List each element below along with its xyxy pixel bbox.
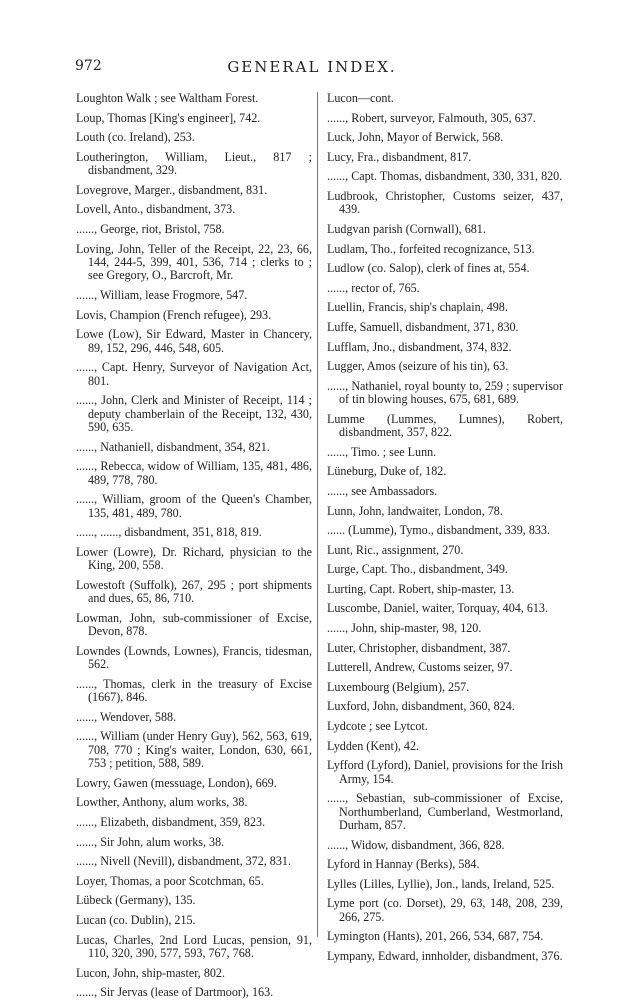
index-entry: ......, William, lease Frogmore, 547. xyxy=(76,287,248,302)
index-entry: ......, Timo. ; see Lunn. xyxy=(327,444,437,459)
column-divider xyxy=(317,92,318,937)
index-entry: Ludbrook, Christopher, Customs seizer, 437, 439. xyxy=(327,188,563,217)
index-entry: ...... (Lumme), Tymo., disbandment, 339, 833. xyxy=(327,523,550,538)
index-entry: Lugger, Amos (seizure of his tin), 63. xyxy=(327,359,509,374)
index-entry: Luxford, John, disbandment, 360, 824. xyxy=(327,699,515,714)
index-entry: Lyford in Hannay (Berks), 584. xyxy=(327,857,480,872)
index-entry: ......, Sir John, alum works, 38. xyxy=(76,834,225,849)
index-entry: ......, Elizabeth, disbandment, 359, 823. xyxy=(76,814,266,829)
index-entry: Lowman, John, sub-commissioner of Excise, Devon, 878. xyxy=(76,610,312,639)
page-header xyxy=(0,58,624,78)
page-title: GENERAL INDEX. xyxy=(227,58,397,76)
index-entry: Lydcote ; see Lytcot. xyxy=(327,719,428,734)
index-entry: Lovegrove, Marger., disbandment, 831. xyxy=(76,182,268,197)
index-entry: Luffe, Samuell, disbandment, 371, 830. xyxy=(327,319,519,334)
index-entry: Luellin, Francis, ship's chaplain, 498. xyxy=(327,300,508,315)
index-entry: Ludlam, Tho., forfeited recognizance, 513. xyxy=(327,241,535,256)
index-entry: Lurge, Capt. Tho., disbandment, 349. xyxy=(327,562,508,577)
index-entry: Loving, John, Teller of the Receipt, 22, 23, 66, 144, 244-5, 399, 401, 536, 714 ; clerks to ; see Gregory, O., Barcroft, Mr. xyxy=(76,241,312,283)
index-entry: ......, John, ship-master, 98, 120. xyxy=(327,621,482,636)
index-entry: Lyfford (Lyford), Daniel, provisions for the Irish Army, 154. xyxy=(327,758,563,786)
index-entry: Lüneburg, Duke of, 182. xyxy=(327,464,447,479)
index-entry: ......, Sebastian, sub-commissioner of Excise, Northumberland, Cumberland, Westmorland, Durham, 857. xyxy=(327,791,563,833)
index-entry: Lymington (Hants), 201, 266, 534, 687, 754. xyxy=(327,929,544,944)
index-entry: Lutterell, Andrew, Customs seizer, 97. xyxy=(327,660,513,675)
index-entry: Lowestoft (Suffolk), 267, 295 ; port shipments and dues, 65, 86, 710. xyxy=(76,577,312,606)
index-entry: Loup, Thomas [King's engineer], 742. xyxy=(76,110,261,125)
index-entry: ......, rector of, 765. xyxy=(327,280,420,295)
index-entry: Lucy, Fra., disbandment, 817. xyxy=(327,149,472,164)
index-entry: Loughton Walk ; see Waltham Forest. xyxy=(76,91,259,105)
index-entry: ......, Capt. Henry, Surveyor of Navigation Act, 801. xyxy=(76,360,312,388)
index-entry: Lunt, Ric., assignment, 270. xyxy=(327,542,464,557)
index-entry: Lunn, John, landwaiter, London, 78. xyxy=(327,503,503,518)
index-entry: ......, George, riot, Bristol, 758. xyxy=(76,221,225,236)
index-entry: Lower (Lowre), Dr. Richard, physician to the King, 200, 558. xyxy=(76,544,312,573)
index-entry: ......, Rebecca, widow of William, 135, 481, 486, 489, 778, 780. xyxy=(76,459,312,487)
index-entry: ......, ......, disbandment, 351, 818, 819. xyxy=(76,525,262,540)
index-entry: Lübeck (Germany), 135. xyxy=(76,893,196,908)
index-entry: Lowry, Gawen (messuage, London), 669. xyxy=(76,775,277,790)
index-column-right xyxy=(327,92,563,970)
index-entry: Lowe (Low), Sir Edward, Master in Chancery, 89, 152, 296, 446, 548, 605. xyxy=(76,327,312,355)
index-entry: Lumme (Lummes, Lumnes), Robert, disbandment, 357, 822. xyxy=(327,411,563,440)
index-entry: Luscombe, Daniel, waiter, Torquay, 404, 613. xyxy=(327,601,549,616)
index-entry: ......, Nathaniell, disbandment, 354, 821. xyxy=(76,439,270,454)
index-entry: Lufflam, Jno., disbandment, 374, 832. xyxy=(327,339,512,354)
index-entry: Luck, John, Mayor of Berwick, 568. xyxy=(327,130,504,145)
index-entry: Luter, Christopher, disbandment, 387. xyxy=(327,640,511,655)
index-entry: Loyer, Thomas, a poor Scotchman, 65. xyxy=(76,873,264,888)
index-entry: Ludgvan parish (Cornwall), 681. xyxy=(327,221,486,236)
index-entry: ......, Thomas, clerk in the treasury of Excise (1667), 846. xyxy=(76,676,312,705)
index-entry: Luxembourg (Belgium), 257. xyxy=(327,679,470,694)
index-entry: Lowther, Anthony, alum works, 38. xyxy=(76,795,248,810)
index-entry: Lydden (Kent), 42. xyxy=(327,738,420,753)
index-entry: ......, William (under Henry Guy), 562, 563, 619, 708, 770 ; King's waiter, London, 630, 661, 753 ; petition, 588, 589. xyxy=(76,729,312,771)
index-entry: ......, see Ambassadors. xyxy=(327,483,438,498)
index-entry: Lovell, Anto., disbandment, 373. xyxy=(76,202,236,217)
index-entry: Lucon—cont. xyxy=(327,91,394,105)
index-entry: ......, Capt. Thomas, disbandment, 330, 331, 820. xyxy=(327,169,563,184)
index-entry: Loutherington, William, Lieut., 817 ; disbandment, 329. xyxy=(76,149,312,178)
page-number: 972 xyxy=(75,58,102,74)
index-entry: ......, Nivell (Nevill), disbandment, 372, 831. xyxy=(76,854,291,869)
index-entry: Lucas, Charles, 2nd Lord Lucas, pension, 91, 110, 320, 390, 577, 593, 767, 768. xyxy=(76,932,312,960)
index-entry: Lyme port (co. Dorset), 29, 63, 148, 208, 239, 266, 275. xyxy=(327,896,563,924)
index-entry: Lucon, John, ship-master, 802. xyxy=(76,965,225,980)
index-entry: Louth (co. Ireland), 253. xyxy=(76,130,195,145)
index-column-left xyxy=(76,92,312,1006)
index-entry: Lovis, Champion (French refugee), 293. xyxy=(76,307,272,322)
index-entry: ......, Widow, disbandment, 366, 828. xyxy=(327,837,505,852)
index-entry: Ludlow (co. Salop), clerk of fines at, 554. xyxy=(327,261,530,276)
index-entry: ......, Robert, surveyor, Falmouth, 305, 637. xyxy=(327,110,536,125)
index-entry: Lowndes (Lownds, Lownes), Francis, tidesman, 562. xyxy=(76,643,312,672)
index-entry: Lurting, Capt. Robert, ship-master, 13. xyxy=(327,581,515,596)
index-entry: ......, William, groom of the Queen's Chamber, 135, 481, 489, 780. xyxy=(76,492,312,520)
index-entry: ......, Sir Jervas (lease of Dartmoor), 163. xyxy=(76,985,274,1000)
index-entry: ......, Nathaniel, royal bounty to, 259 ; supervisor of tin blowing houses, 675, 681, 689. xyxy=(327,378,563,407)
index-entry: Lucan (co. Dublin), 215. xyxy=(76,912,196,927)
index-entry: Lylles (Lilles, Lyllie), Jon., lands, Ireland, 525. xyxy=(327,876,555,891)
index-entry: Lympany, Edward, innholder, disbandment, 376. xyxy=(327,949,563,963)
index-entry: ......, Wendover, 588. xyxy=(76,709,177,724)
index-entry: ......, John, Clerk and Minister of Receipt, 114 ; deputy chamberlain of the Receipt, 132, 430, 590, 635. xyxy=(76,393,312,434)
